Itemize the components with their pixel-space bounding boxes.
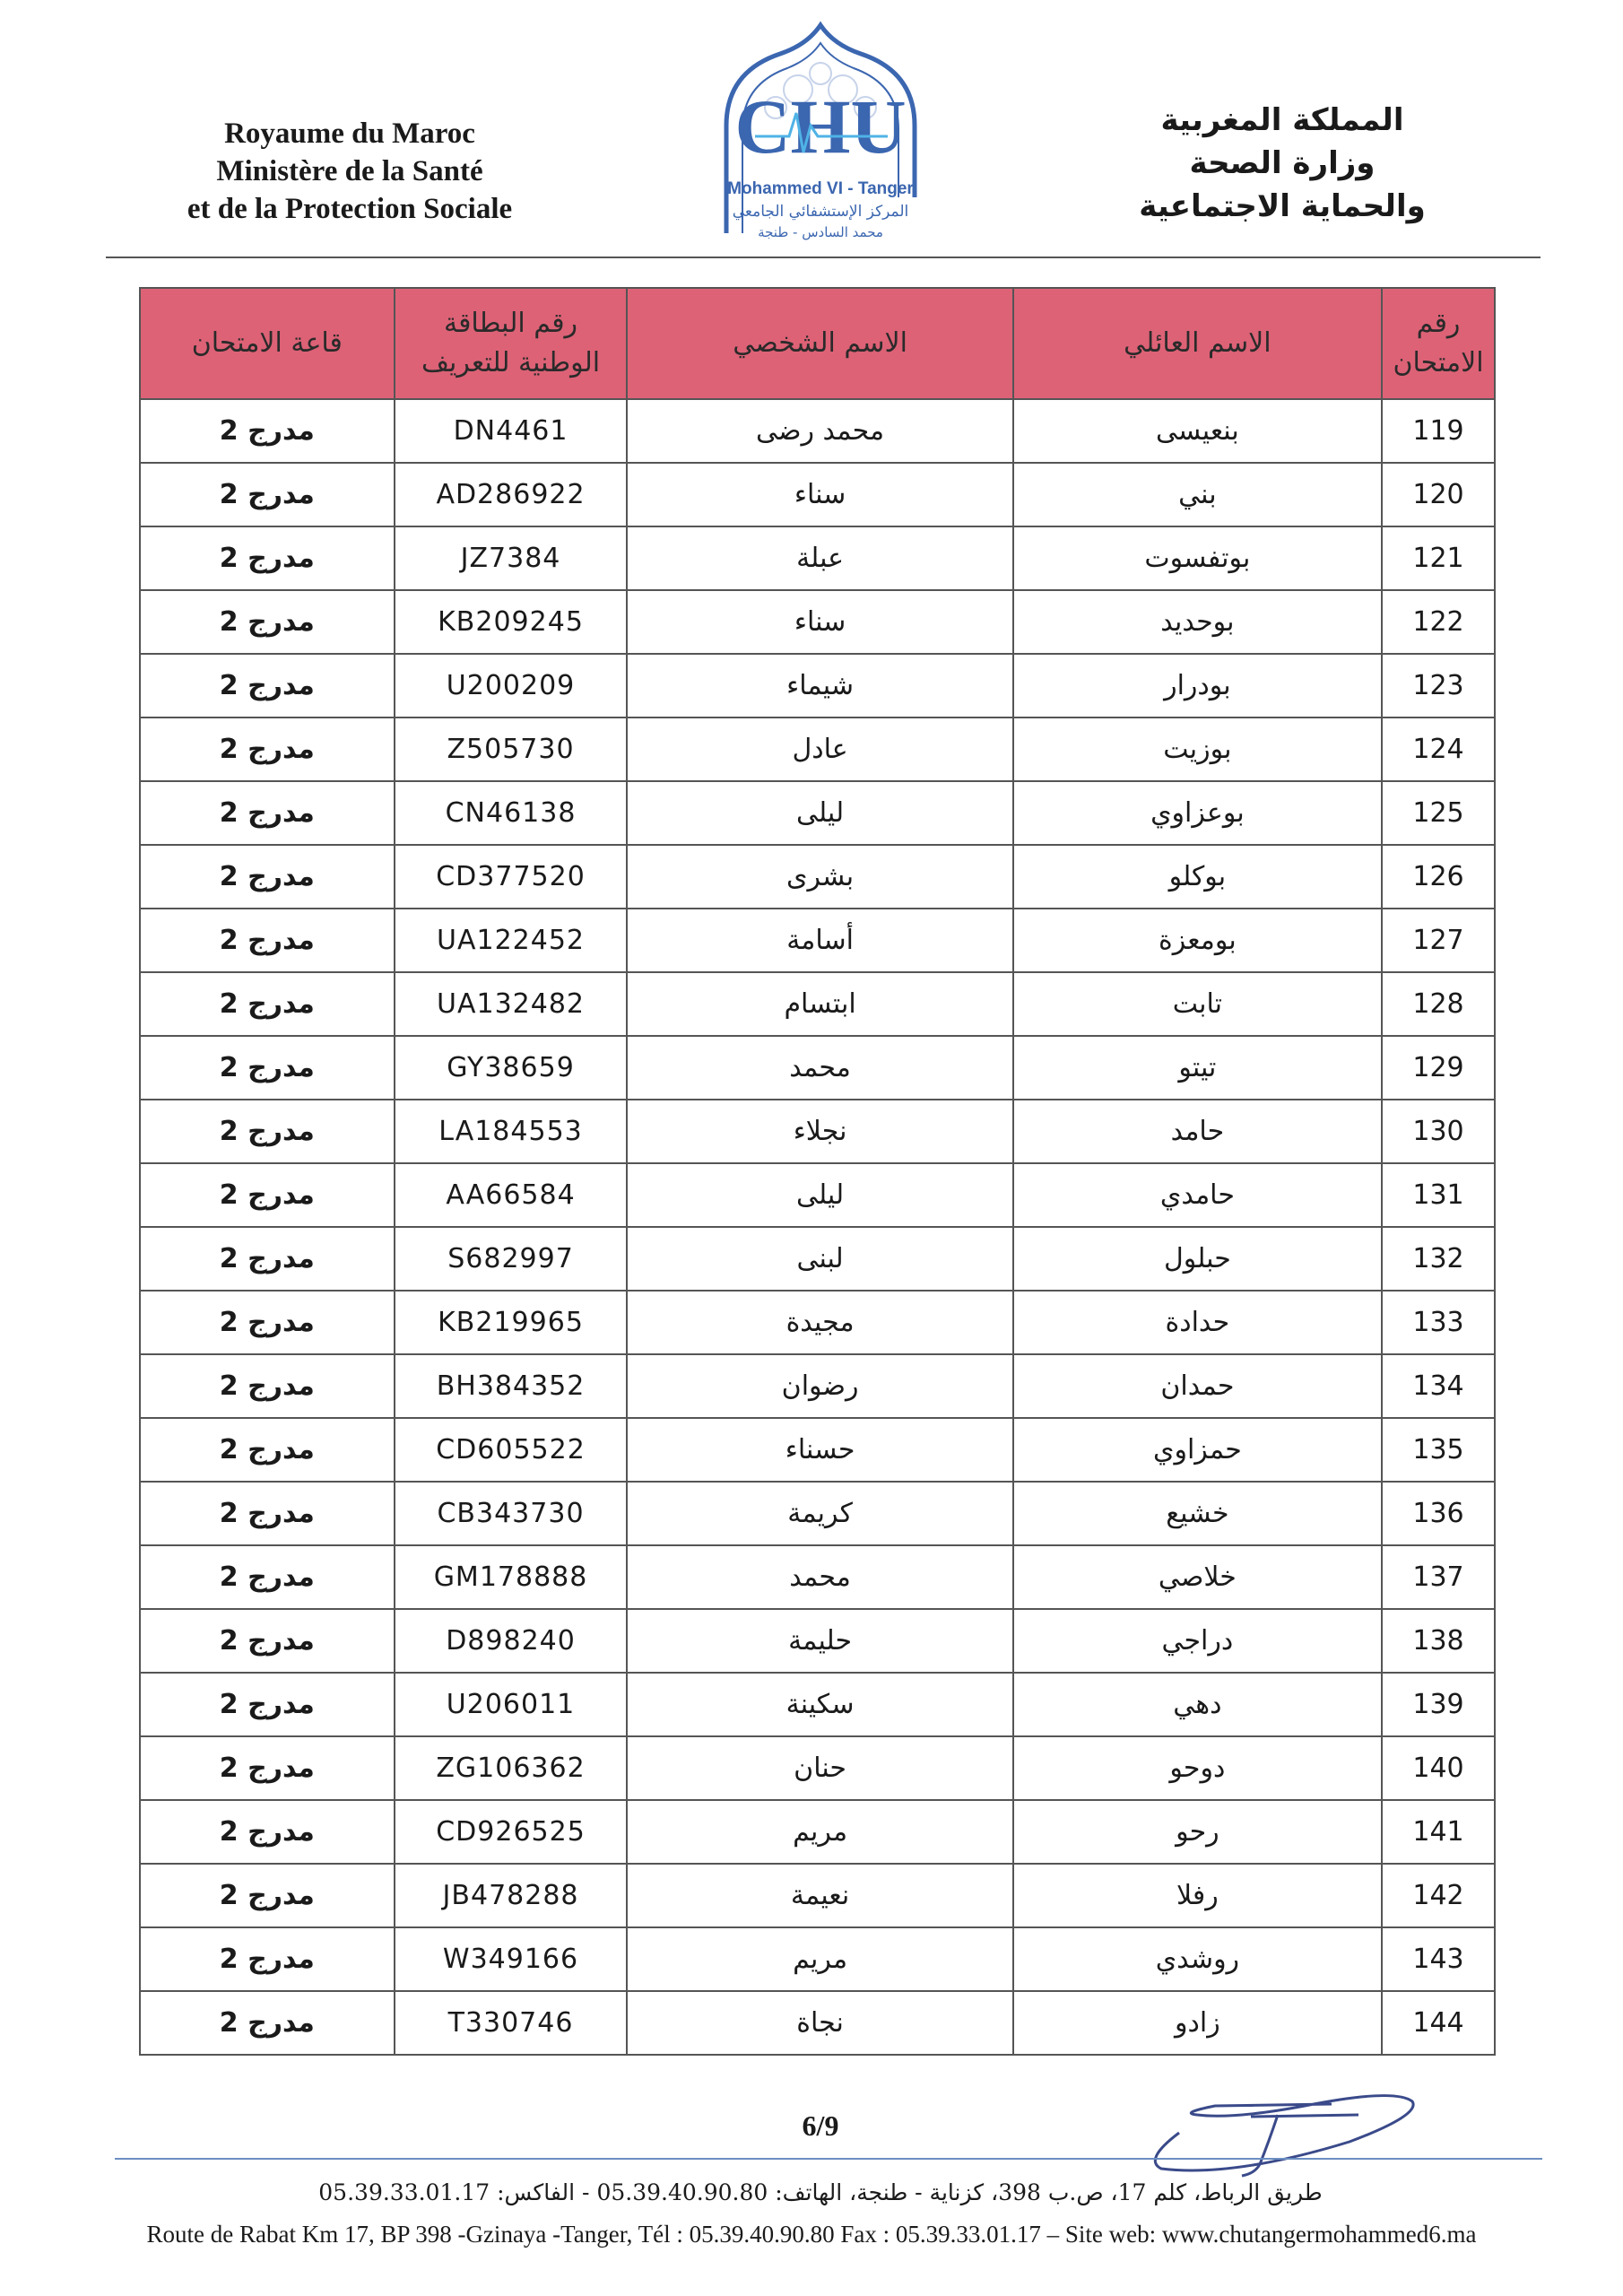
cell-family-name: تابت bbox=[1013, 972, 1382, 1036]
cell-room: مدرج 2 bbox=[140, 972, 395, 1036]
cell-room: مدرج 2 bbox=[140, 1991, 395, 2055]
cell-first-name: كريمة bbox=[627, 1482, 1012, 1545]
table-row bbox=[140, 1036, 1495, 1100]
cell-family-name: خلاصي bbox=[1013, 1545, 1382, 1609]
logo-subtitle-fr: Mohammed VI - Tanger bbox=[727, 179, 914, 198]
cell-exam-number: 142 bbox=[1382, 1864, 1495, 1927]
cell-exam-number: 119 bbox=[1382, 399, 1495, 463]
cell-cin: UA122452 bbox=[395, 909, 628, 972]
cell-first-name: ليلى bbox=[627, 781, 1012, 845]
cell-cin: U200209 bbox=[395, 654, 628, 718]
header-ar-line-2: وزارة الصحة bbox=[1189, 145, 1376, 181]
table-row bbox=[140, 1736, 1495, 1800]
table-row bbox=[140, 1227, 1495, 1291]
cell-cin: CB343730 bbox=[395, 1482, 628, 1545]
table-row bbox=[140, 463, 1495, 526]
cell-family-name: دوحو bbox=[1013, 1736, 1382, 1800]
header-institution-fr bbox=[135, 115, 565, 228]
cell-room: مدرج 2 bbox=[140, 1927, 395, 1991]
table-row bbox=[140, 654, 1495, 718]
cell-cin: BH384352 bbox=[395, 1354, 628, 1418]
cell-cin: GY38659 bbox=[395, 1036, 628, 1100]
cell-room: مدرج 2 bbox=[140, 654, 395, 718]
header-divider bbox=[106, 257, 1541, 258]
cell-family-name: زادو bbox=[1013, 1991, 1382, 2055]
table-row bbox=[140, 1354, 1495, 1418]
footer-address-fr: Route de Rabat Km 17, BP 398 -Gzinaya -Tanger, Tél : 05.39.40.90.80 Fax : 05.39.33.01.17 – Site web: www.chutangermohammed6.ma bbox=[146, 2221, 1477, 2248]
cell-first-name: نجلاء bbox=[627, 1100, 1012, 1163]
cell-cin: CD377520 bbox=[395, 845, 628, 909]
cell-exam-number: 144 bbox=[1382, 1991, 1495, 2055]
header-ar-line-1: المملكة المغربية bbox=[1160, 102, 1404, 138]
cell-first-name: عادل bbox=[627, 718, 1012, 781]
cell-first-name: رضوان bbox=[627, 1354, 1012, 1418]
footer-divider bbox=[115, 2158, 1542, 2160]
cell-exam-number: 143 bbox=[1382, 1927, 1495, 1991]
cell-room: مدرج 2 bbox=[140, 463, 395, 526]
cell-cin: CN46138 bbox=[395, 781, 628, 845]
cell-first-name: نعيمة bbox=[627, 1864, 1012, 1927]
cell-exam-number: 141 bbox=[1382, 1800, 1495, 1864]
header-ar-line-3: والحماية الاجتماعية bbox=[1139, 188, 1426, 224]
cell-family-name: تيتو bbox=[1013, 1036, 1382, 1100]
cell-exam-number: 129 bbox=[1382, 1036, 1495, 1100]
cell-first-name: حليمة bbox=[627, 1609, 1012, 1673]
cell-cin: Z505730 bbox=[395, 718, 628, 781]
page-number: 6/9 bbox=[802, 2109, 839, 2142]
cell-cin: T330746 bbox=[395, 1991, 628, 2055]
table-row bbox=[140, 1927, 1495, 1991]
cell-room: مدرج 2 bbox=[140, 1100, 395, 1163]
table-row bbox=[140, 1864, 1495, 1927]
cell-cin: ZG106362 bbox=[395, 1736, 628, 1800]
cell-exam-number: 125 bbox=[1382, 781, 1495, 845]
cell-first-name: نجاة bbox=[627, 1991, 1012, 2055]
cell-first-name: حسناء bbox=[627, 1418, 1012, 1482]
table-row bbox=[140, 1418, 1495, 1482]
cell-family-name: خشيع bbox=[1013, 1482, 1382, 1545]
cell-room: مدرج 2 bbox=[140, 1545, 395, 1609]
logo-main-text: CHU bbox=[734, 83, 907, 170]
cell-room: مدرج 2 bbox=[140, 1163, 395, 1227]
cell-exam-number: 133 bbox=[1382, 1291, 1495, 1354]
cell-family-name: بودرار bbox=[1013, 654, 1382, 718]
cell-family-name: حمزاوي bbox=[1013, 1418, 1382, 1482]
cell-exam-number: 135 bbox=[1382, 1418, 1495, 1482]
cell-room: مدرج 2 bbox=[140, 1609, 395, 1673]
cell-cin: KB209245 bbox=[395, 590, 628, 654]
cell-first-name: مجيدة bbox=[627, 1291, 1012, 1354]
header-institution-ar bbox=[1076, 99, 1488, 228]
logo-subtitle-ar-1: المركز الإستشفائي الجامعي bbox=[732, 203, 909, 221]
table-row bbox=[140, 718, 1495, 781]
cell-first-name: أسامة bbox=[627, 909, 1012, 972]
cell-exam-number: 124 bbox=[1382, 718, 1495, 781]
cell-exam-number: 126 bbox=[1382, 845, 1495, 909]
cell-first-name: محمد رضى bbox=[627, 399, 1012, 463]
cell-first-name: حنان bbox=[627, 1736, 1012, 1800]
cell-cin: D898240 bbox=[395, 1609, 628, 1673]
cell-cin: CD605522 bbox=[395, 1418, 628, 1482]
cell-room: مدرج 2 bbox=[140, 1354, 395, 1418]
header-fr-line-3: et de la Protection Sociale bbox=[187, 193, 513, 225]
cell-room: مدرج 2 bbox=[140, 526, 395, 590]
cell-cin: CD926525 bbox=[395, 1800, 628, 1864]
table-row bbox=[140, 1609, 1495, 1673]
table-row bbox=[140, 526, 1495, 590]
table-row bbox=[140, 1991, 1495, 2055]
table-row bbox=[140, 1100, 1495, 1163]
header-cin: رقم البطاقة الوطنية للتعريف bbox=[395, 288, 628, 399]
cell-cin: GM178888 bbox=[395, 1545, 628, 1609]
cell-family-name: بومعزة bbox=[1013, 909, 1382, 972]
cell-cin: DN4461 bbox=[395, 399, 628, 463]
cell-room: مدرج 2 bbox=[140, 399, 395, 463]
cell-cin: AD286922 bbox=[395, 463, 628, 526]
cell-room: مدرج 2 bbox=[140, 1864, 395, 1927]
cell-first-name: شيماء bbox=[627, 654, 1012, 718]
cell-family-name: حامدي bbox=[1013, 1163, 1382, 1227]
cell-family-name: روشدي bbox=[1013, 1927, 1382, 1991]
cell-exam-number: 123 bbox=[1382, 654, 1495, 718]
cell-room: مدرج 2 bbox=[140, 845, 395, 909]
table-row bbox=[140, 1545, 1495, 1609]
table-row bbox=[140, 1482, 1495, 1545]
table-row bbox=[140, 590, 1495, 654]
cell-exam-number: 139 bbox=[1382, 1673, 1495, 1736]
cell-first-name: مريم bbox=[627, 1800, 1012, 1864]
cell-cin: W349166 bbox=[395, 1927, 628, 1991]
cell-exam-number: 134 bbox=[1382, 1354, 1495, 1418]
cell-family-name: بوكلو bbox=[1013, 845, 1382, 909]
cell-first-name: مريم bbox=[627, 1927, 1012, 1991]
cell-room: مدرج 2 bbox=[140, 590, 395, 654]
cell-family-name: حامد bbox=[1013, 1100, 1382, 1163]
cell-cin: JB478288 bbox=[395, 1864, 628, 1927]
cell-exam-number: 120 bbox=[1382, 463, 1495, 526]
header-room: قاعة الامتحان bbox=[140, 288, 395, 399]
cell-room: مدرج 2 bbox=[140, 1418, 395, 1482]
table-row bbox=[140, 845, 1495, 909]
cell-first-name: سناء bbox=[627, 463, 1012, 526]
cell-exam-number: 131 bbox=[1382, 1163, 1495, 1227]
table-row bbox=[140, 972, 1495, 1036]
table-row bbox=[140, 1673, 1495, 1736]
table-row bbox=[140, 1291, 1495, 1354]
cell-exam-number: 128 bbox=[1382, 972, 1495, 1036]
table-row bbox=[140, 399, 1495, 463]
cell-room: مدرج 2 bbox=[140, 1291, 395, 1354]
cell-family-name: حبلول bbox=[1013, 1227, 1382, 1291]
cell-cin: UA132482 bbox=[395, 972, 628, 1036]
cell-family-name: بني bbox=[1013, 463, 1382, 526]
footer-address-ar: طريق الرباط، كلم 17، ص.ب 398، كزناية - طنجة، الهاتف: 05.39.40.90.80 - الفاكس: 05.39.33.01.17 bbox=[318, 2179, 1323, 2205]
cell-first-name: محمد bbox=[627, 1036, 1012, 1100]
cell-first-name: عبلة bbox=[627, 526, 1012, 590]
signature bbox=[1125, 2079, 1430, 2178]
cell-exam-number: 121 bbox=[1382, 526, 1495, 590]
cell-exam-number: 136 bbox=[1382, 1482, 1495, 1545]
cell-exam-number: 138 bbox=[1382, 1609, 1495, 1673]
table-body bbox=[140, 399, 1495, 2055]
cell-family-name: رفلا bbox=[1013, 1864, 1382, 1927]
cell-exam-number: 140 bbox=[1382, 1736, 1495, 1800]
cell-first-name: لبنى bbox=[627, 1227, 1012, 1291]
table-header-row bbox=[140, 288, 1495, 399]
header-exam-number: رقم الامتحان bbox=[1382, 288, 1495, 399]
cell-first-name: سناء bbox=[627, 590, 1012, 654]
cell-family-name: رحو bbox=[1013, 1800, 1382, 1864]
header-first-name: الاسم الشخصي bbox=[627, 288, 1012, 399]
cell-exam-number: 137 bbox=[1382, 1545, 1495, 1609]
cell-cin: S682997 bbox=[395, 1227, 628, 1291]
cell-cin: U206011 bbox=[395, 1673, 628, 1736]
header-family-name: الاسم العائلي bbox=[1013, 288, 1382, 399]
cell-first-name: محمد bbox=[627, 1545, 1012, 1609]
table-row bbox=[140, 781, 1495, 845]
cell-room: مدرج 2 bbox=[140, 781, 395, 845]
cell-room: مدرج 2 bbox=[140, 1736, 395, 1800]
candidates-table bbox=[139, 287, 1496, 2056]
cell-room: مدرج 2 bbox=[140, 1227, 395, 1291]
cell-cin: LA184553 bbox=[395, 1100, 628, 1163]
cell-family-name: بوحديد bbox=[1013, 590, 1382, 654]
cell-family-name: بنعيسى bbox=[1013, 399, 1382, 463]
cell-family-name: دهي bbox=[1013, 1673, 1382, 1736]
cell-family-name: حمدان bbox=[1013, 1354, 1382, 1418]
cell-family-name: بوزيت bbox=[1013, 718, 1382, 781]
cell-first-name: سكينة bbox=[627, 1673, 1012, 1736]
cell-family-name: بوعزاوي bbox=[1013, 781, 1382, 845]
cell-room: مدرج 2 bbox=[140, 1036, 395, 1100]
cell-cin: AA66584 bbox=[395, 1163, 628, 1227]
table-row bbox=[140, 1163, 1495, 1227]
cell-first-name: بشرى bbox=[627, 845, 1012, 909]
cell-room: مدرج 2 bbox=[140, 718, 395, 781]
cell-exam-number: 122 bbox=[1382, 590, 1495, 654]
cell-first-name: ابتسام bbox=[627, 972, 1012, 1036]
logo-subtitle-ar-2: محمد السادس - طنجة bbox=[758, 224, 883, 240]
cell-first-name: ليلى bbox=[627, 1163, 1012, 1227]
cell-room: مدرج 2 bbox=[140, 1800, 395, 1864]
cell-cin: JZ7384 bbox=[395, 526, 628, 590]
table-row bbox=[140, 1800, 1495, 1864]
header-fr-line-2: Ministère de la Santé bbox=[216, 155, 483, 187]
cell-room: مدرج 2 bbox=[140, 909, 395, 972]
header-fr-line-1: Royaume du Maroc bbox=[224, 117, 475, 150]
cell-cin: KB219965 bbox=[395, 1291, 628, 1354]
cell-family-name: بوتفسوت bbox=[1013, 526, 1382, 590]
table-row bbox=[140, 909, 1495, 972]
cell-exam-number: 127 bbox=[1382, 909, 1495, 972]
cell-room: مدرج 2 bbox=[140, 1673, 395, 1736]
cell-exam-number: 130 bbox=[1382, 1100, 1495, 1163]
cell-room: مدرج 2 bbox=[140, 1482, 395, 1545]
cell-family-name: دراجي bbox=[1013, 1609, 1382, 1673]
cell-exam-number: 132 bbox=[1382, 1227, 1495, 1291]
cell-family-name: حدادة bbox=[1013, 1291, 1382, 1354]
